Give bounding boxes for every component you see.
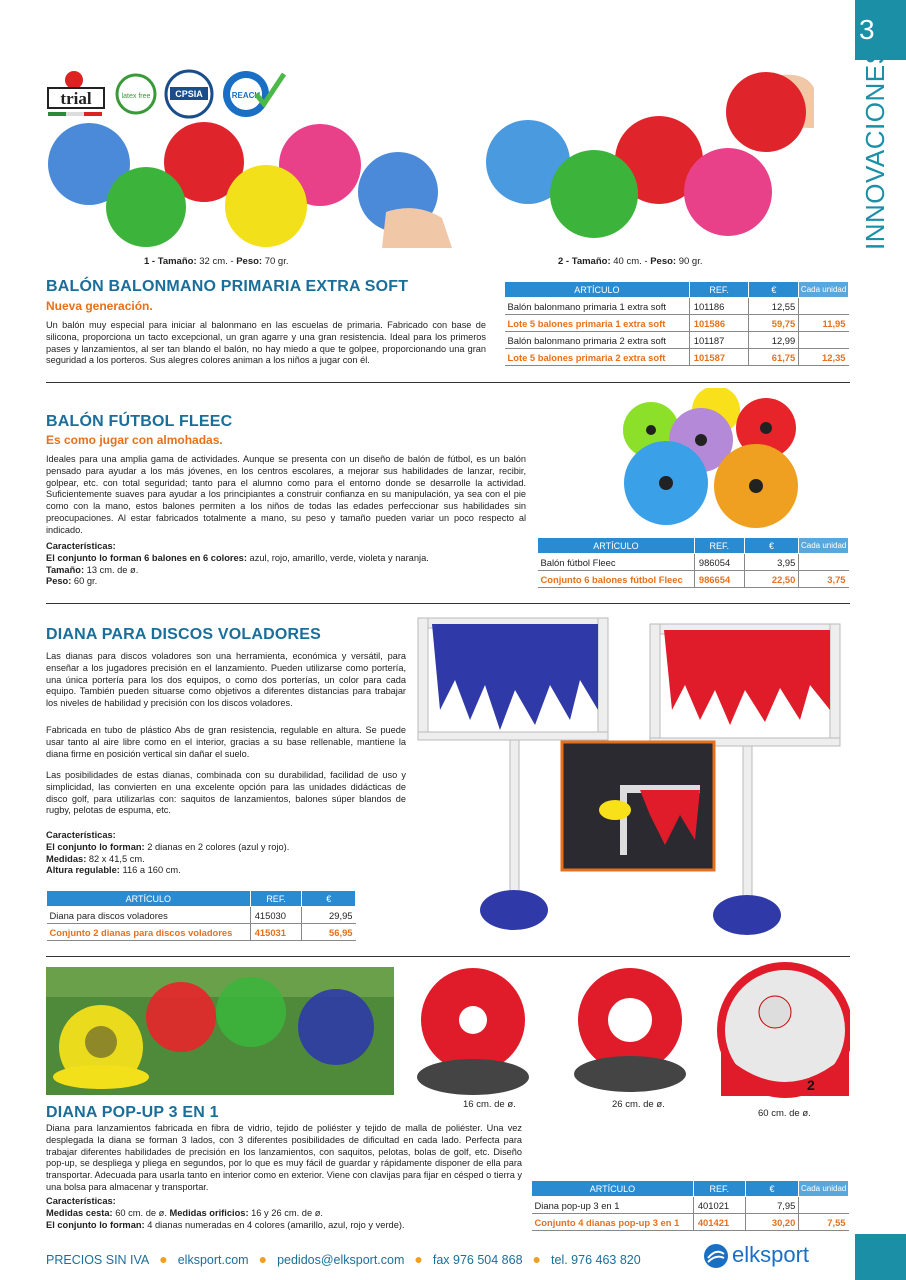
footer-prices: PRECIOS SIN IVA [46,1253,150,1267]
svg-text:latex free: latex free [121,93,151,100]
table-row: Balón fútbol Fleec 986054 3,95 [538,554,849,571]
certification-badges [46,68,296,120]
trial-logo [48,71,104,116]
footer-phone: tel. 976 463 820 [551,1253,641,1267]
section-divider [46,603,850,604]
svg-text:CPSIA: CPSIA [175,89,203,99]
footer-contact: PRECIOS SIN IVA ● elksport.com ● pedidos@elksport.com ● fax 976 504 868 ● tel. 976 463 820 [46,1251,641,1267]
svg-text:REACH: REACH [231,91,261,100]
section-divider [46,956,850,957]
section-body-handball: Un balón muy especial para iniciar al balonmano en las escuelas de primaria. Fabricado con base de silicona, proporciona un tacto excepcional, un gran agarre y una gran resistencia. Ideal para los primeros pases y lanzamientos, al ser tan blando el balón, no hay miedo a que te golpee, proporcionando una gran seguridad a los porteros. Sus alegres colores animan a los niños a jugar con él. [46,320,486,366]
table-row: Lote 5 balones primaria 2 extra soft 101587 61,75 12,35 [505,349,849,366]
section-title-handball: BALÓN BALONMANO PRIMARIA EXTRA SOFT [46,278,409,295]
fleece-balls-photo [616,388,806,532]
popup-target-sizes-photo [415,962,850,1102]
popup-size-caption-16: 16 cm. de ø. [463,1099,516,1110]
table-row: Balón balonmano primaria 2 extra soft 101187 12,99 [505,332,849,349]
ball-1-caption: 1 - Tamaño: 32 cm. - Peso: 70 gr. [144,256,289,267]
svg-text:2: 2 [807,1077,815,1093]
characteristics-frisbee: Características: El conjunto lo forman: 2 dianas en 2 colores (azul y rojo). Medidas: 82 x 41,5 cm. Altura regulable: 116 a 160 cm. [46,830,290,876]
characteristics-fleece: Características: El conjunto lo forman 6 balones en 6 colores: azul, rojo, amarillo, verde, violeta y naranja. Tamaño: 13 cm. de ø. Peso: 60 gr. [46,541,429,587]
table-row: Conjunto 4 dianas pop-up 3 en 1 401421 30,20 7,55 [532,1214,849,1231]
col-header-article: ARTÍCULO [505,282,690,298]
section-body-popup: Diana para lanzamientos fabricada en fibra de vidrio, tejido de poliéster y tejido de malla de poliéster. Una vez desplegada la diana se forman 3 lados, con 3 diferentes posibilidades de dificultad en cada lado. Perfecta para trabajar diferentes habilidades de precisión en los lanzamientos, con saquitos, pelotas, bolas de golf, etc. Diseño pop-up, se despliega y pliega en segundos, por lo que es muy fácil de guardar y rápidamente disponer de ella para transportar. Adecuada para usarla tanto en interior como en exterior. Viene con clavijas para fijar en césped o tierra y una bolsa para almacenar y transportar. [46,1123,522,1192]
elksport-logo-text: elksport [732,1242,810,1267]
popup-targets-grass-photo [46,967,394,1095]
frisbee-targets-photo [410,610,850,950]
characteristics-popup: Características: Medidas cesta: 60 cm. de ø. Medidas orificios: 16 y 26 cm. de ø. El conjunto lo forman: 4 dianas numeradas en 4 colores (amarillo, azul, rojo y verde). [46,1196,405,1230]
col-header-price: € [749,282,799,298]
latex-free-badge [117,75,155,113]
col-header-ref: REF. [689,282,749,298]
price-table-popup: ARTÍCULO REF. € Cada unidad Diana pop-up 3 en 1 401021 7,95 Conjunto 4 dianas pop-up 3 en 1 401421 30,20 7,55 [531,1180,849,1231]
cpsia-badge [166,71,212,117]
page-number: 3 [859,14,875,45]
section-divider [46,382,850,383]
reach-badge [223,71,284,117]
section-title-fleece: BALÓN FÚTBOL FLEEC [46,413,233,430]
col-header-unit: Cada unidad [799,282,849,298]
popup-size-caption-60: 60 cm. de ø. [758,1108,811,1119]
popup-size-caption-26: 26 cm. de ø. [612,1099,665,1110]
table-row: Lote 5 balones primaria 1 extra soft 101586 59,75 11,95 [505,315,849,332]
section-body-frisbee-2: Fabricada en tubo de plástico Abs de gran resistencia, regulable en altura. Se puede usar tanto al aire libre como en el interior, gracias a su base rellenable, mantiene la diana firme en posición vertical sin dañar el suelo. [46,725,406,759]
section-title-frisbee-target: DIANA PARA DISCOS VOLADORES [46,626,322,643]
table-row: Diana pop-up 3 en 1 401021 7,95 [532,1197,849,1214]
section-subtitle-fleece: Es como jugar con almohadas. [46,433,223,447]
footer-fax: fax 976 504 868 [432,1253,523,1267]
price-table-fleece: ARTÍCULO REF. € Cada unidad Balón fútbol Fleec 986054 3,95 Conjunto 6 balones fútbol Fleec 986654 22,50 3,75 [537,537,849,588]
table-row: Diana para discos voladores 415030 29,95 [47,907,356,924]
section-body-fleece: Ideales para una amplia gama de actividades. Aunque se presenta con un diseño de balón de fútbol, es un balón pensado para ayudar a los más jóvenes, en los centros escolares, a mejorar sus habilidades de lanzar, recibir, golpear, etc. con total seguridad; tanto para el alumno como para el entorno donde se desarrolle la actividad. Suficientemente suaves para ayudar a los principiantes a construir confianza en su manipulación, ya sea con el pie como con la mano, estos balones permiten a los niños de todas las edades perfeccionar sus habilidades sin preocupaciones. Al estar fabricados totalmente a mano, su peso y tamaño pueden variar un poco respecto al indicado. [46,454,526,535]
table-row: Conjunto 6 balones fútbol Fleec 986654 22,50 3,75 [538,571,849,588]
handball-balls-photo-1 [46,122,452,248]
svg-text:trial: trial [60,89,92,108]
table-row: Conjunto 2 dianas para discos voladores 415031 56,95 [47,924,356,941]
section-body-frisbee-1: Las dianas para discos voladores son una herramienta, económica y versátil, para enseñar a los jugadores precisión en el lanzamiento. Pueden utilizarse como portería, una única portería para los dos equipos, o como dos porterías, un color para cada equipo. También pueden situarse como objetivos a diferentes distancias para trabajar los niveles de habilidad y precisión con los discos voladores. [46,651,406,709]
side-section-label: INNOVACIONES [860,46,890,250]
section-body-frisbee-3: Las posibilidades de estas dianas, combinada con su durabilidad, facilidad de uso y simplicidad, las convierten en una excelente opción para las unidades didácticas de disco golf, para utilizarlas con: saquitos de lanzamientos, balones súper blandos de rugby, pelotas de espuma, etc. [46,770,406,816]
table-row: Balón balonmano primaria 1 extra soft 101186 12,55 [505,298,849,315]
footer-website-link[interactable]: elksport.com [177,1253,249,1267]
handball-balls-photo-2 [484,68,824,248]
price-table-frisbee-target: ARTÍCULO REF. € Diana para discos voladores 415030 29,95 Conjunto 2 dianas para discos voladores 415031 56,95 [46,890,356,941]
bottom-tab [855,1234,906,1280]
section-subtitle-handball: Nueva generación. [46,299,153,313]
section-title-popup: DIANA POP-UP 3 EN 1 [46,1104,219,1121]
price-table-handball [504,281,849,366]
elksport-logo-icon [703,1243,729,1269]
ball-2-caption: 2 - Tamaño: 40 cm. - Peso: 90 gr. [558,256,703,267]
footer-email-link[interactable]: pedidos@elksport.com [277,1253,405,1267]
